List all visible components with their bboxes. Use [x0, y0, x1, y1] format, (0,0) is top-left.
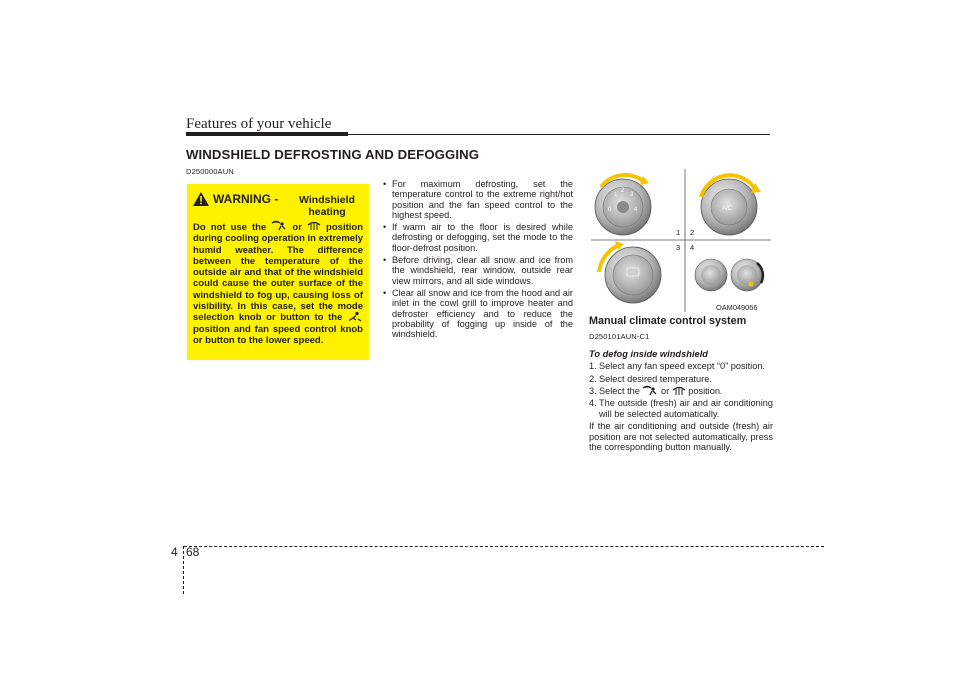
- header-title: Features of your vehicle: [186, 116, 332, 132]
- panel-label-4: 4: [690, 243, 695, 252]
- step-number: 4.: [589, 398, 597, 409]
- warning-text-part: or: [287, 222, 307, 233]
- panel-label-1: 1: [676, 228, 681, 237]
- climate-control-illustration: [589, 167, 773, 314]
- page-number: 68: [186, 545, 200, 559]
- section-number: 4: [171, 545, 178, 559]
- list-item: • For maximum defrosting, set the temperature control to the extreme right/hot position and the fan speed control to the highest speed.: [383, 179, 573, 220]
- defrost-tips-list: [383, 179, 573, 341]
- knob-number: 3: [630, 192, 634, 198]
- climate-control-figure: [589, 167, 773, 314]
- section-code: D250000AUN: [186, 167, 234, 176]
- step-number: 1.: [589, 361, 597, 372]
- manual-climate-title: Manual climate control system: [589, 315, 747, 327]
- list-item: [589, 398, 773, 419]
- defrost-mode-icon: [307, 220, 321, 231]
- step-text: Select any fan speed except “0” position.: [599, 361, 765, 372]
- footer-rule: [184, 546, 824, 547]
- knob-number: 1: [614, 192, 618, 198]
- step-number: 2.: [589, 373, 597, 384]
- list-item: • If warm air to the floor is desired while defrosting or defogging, set the mode to the floor-defrost position.: [383, 222, 573, 253]
- defog-steps-list: [589, 361, 773, 419]
- manual-climate-code: D250101AUN-C1: [589, 332, 650, 342]
- list-item: [589, 386, 773, 396]
- warning-header: [193, 190, 363, 220]
- knob-number: 4: [634, 207, 638, 213]
- warning-text-part: position and fan speed control knob or button to the lower speed.: [193, 323, 363, 346]
- warning-text-part: position during cooling operation in extremely humid weather. The difference between the temperature of the outside air and that of the windshield could cause the outer surface of the windshield to fog up, causing loss of visibility. In this case, set the mode selection knob or button to the: [193, 222, 363, 324]
- warning-label: WARNING -: [213, 192, 279, 206]
- knob-number: 0: [608, 207, 612, 213]
- list-item: [589, 361, 773, 371]
- defog-note: If the air conditioning and outside (fresh) air position are not selected automatically, press the corresponding button manually.: [589, 421, 773, 453]
- list-item: [589, 374, 773, 384]
- step-text: Select the: [599, 386, 643, 397]
- footer-divider: [183, 546, 184, 594]
- defog-subtitle: To defog inside windshield: [589, 348, 708, 359]
- figure-code: OAM049066: [716, 303, 758, 312]
- step-text: Select desired temperature.: [599, 373, 712, 384]
- panel-label-2: 2: [690, 228, 695, 237]
- fan-speed-knob: [595, 175, 651, 235]
- defrost-mode-icon: [672, 385, 686, 396]
- warning-box: [187, 184, 369, 360]
- header-rule: [186, 134, 770, 135]
- section-title: WINDSHIELD DEFROSTING AND DEFOGGING: [186, 147, 480, 162]
- warning-text-part: Do not use the: [193, 222, 272, 233]
- floor-mode-icon: [347, 311, 363, 322]
- floor-defrost-mode-icon: [642, 385, 658, 396]
- list-item: • Clear all snow and ice from the hood and air inlet in the cowl grill to improve heater and defroster efficiency and to reduce the probability of fogging up inside of the windshield.: [383, 288, 573, 339]
- warning-subject: Windshield heating: [299, 194, 355, 218]
- step-number: 3.: [589, 386, 597, 397]
- step-text: The outside (fresh) air and air conditioning will be selected automatically.: [599, 398, 773, 419]
- ac-label: A/C: [722, 206, 733, 212]
- warning-text: [193, 222, 363, 346]
- step-text: or: [658, 386, 672, 397]
- manual-climate-section: [589, 316, 773, 452]
- warning-triangle-icon: [193, 192, 209, 206]
- floor-defrost-mode-icon: [271, 220, 287, 231]
- list-item: • Before driving, clear all snow and ice from the windshield, rear window, outside rear view mirrors, and all side windows.: [383, 255, 573, 286]
- panel-label-3: 3: [676, 243, 681, 252]
- knob-number: 2: [621, 188, 625, 194]
- step-text: position.: [685, 386, 723, 397]
